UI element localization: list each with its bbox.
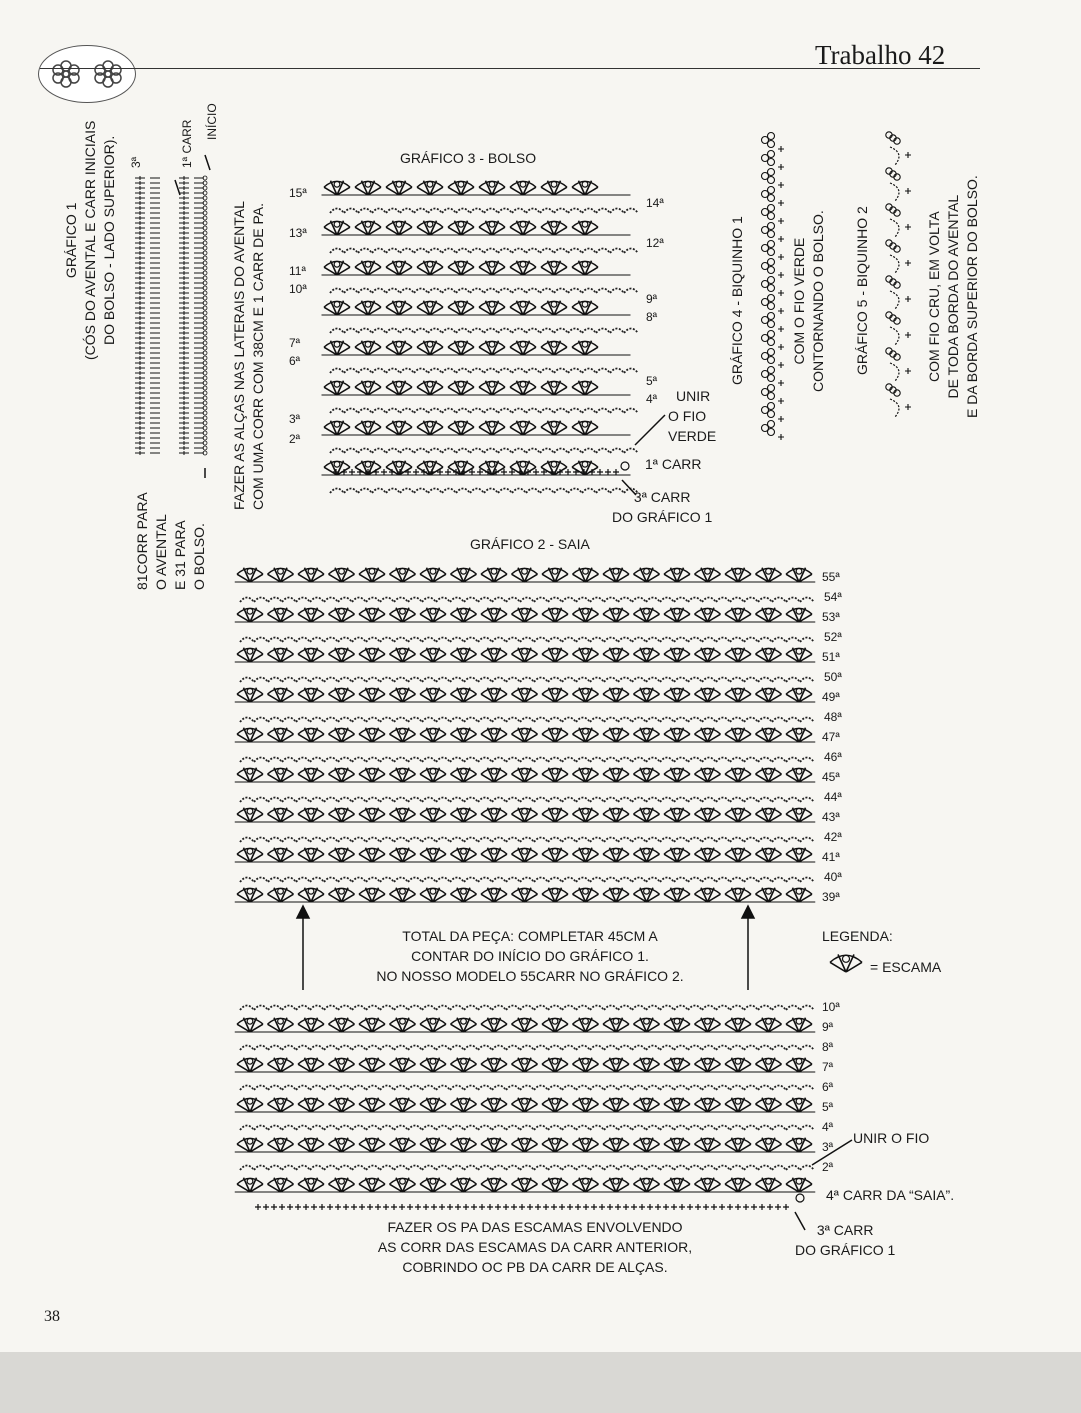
row-label: 3ª <box>289 412 301 426</box>
chart3-start-note: 3ª CARR DO GRÁFICO 1 <box>612 489 713 525</box>
chart2-lower-stitches <box>235 1006 816 1211</box>
chart2-start-note: 3ª CARR DO GRÁFICO 1 <box>795 1222 896 1258</box>
row-label: 55ª <box>822 570 840 584</box>
row-label: 7ª <box>822 1060 834 1074</box>
row-label: 50ª <box>824 670 842 684</box>
chart1-subtitle-2: DO BOLSO - LADO SUPERIOR). <box>101 135 117 345</box>
row-label: 43ª <box>822 810 840 824</box>
legend-title: LEGENDA: <box>822 928 893 944</box>
chart4-title: GRÁFICO 4 - BIQUINHO 1 <box>729 216 745 385</box>
page-number: 38 <box>44 1308 60 1325</box>
chart4-picot-edge <box>762 133 785 441</box>
row-label: 49ª <box>822 690 840 704</box>
row-label: 2ª <box>822 1160 834 1174</box>
row-label: 10ª <box>822 1000 840 1014</box>
row-label: 13ª <box>289 226 307 240</box>
chart1-stitches <box>135 176 207 455</box>
chart1-count-note: 81CORR PARA O AVENTAL E 31 PARA O BOLSO. <box>134 492 207 590</box>
chart2-bottom-note: FAZER OS PA DAS ESCAMAS ENVOLVENDO AS CORR DAS ESCAMAS DA CARR ANTERIOR, COBRINDO OC PB DA CARR DE ALÇAS. <box>377 1219 693 1275</box>
chart3-join-note: UNIR O FIO VERDE <box>668 388 717 444</box>
row-label: 40ª <box>824 870 842 884</box>
chart1-subtitle: (CÓS DO AVENTAL E CARR INICIAIS <box>82 120 98 360</box>
chart1-title-block <box>62 121 119 360</box>
row-label: 54ª <box>824 590 842 604</box>
chart3-pocket-stitches <box>322 181 639 493</box>
row-label: 41ª <box>822 850 840 864</box>
row-label: 53ª <box>822 610 840 624</box>
row-label: 7ª <box>289 336 301 350</box>
row-label: 14ª <box>646 196 664 210</box>
chart1-row-1: 1ª CARR <box>180 119 194 168</box>
legend-escama-symbol <box>830 954 862 972</box>
chart1-title: GRÁFICO 1 <box>63 202 79 279</box>
page-bottom-edge <box>0 1352 1081 1413</box>
row-label: 39ª <box>822 890 840 904</box>
row-label: 10ª <box>289 282 307 296</box>
row-label: 15ª <box>289 186 307 200</box>
row-label: 3ª <box>822 1140 834 1154</box>
chart2-start-row: 4ª CARR DA “SAIA”. <box>826 1187 955 1203</box>
page-title: Trabalho 42 <box>815 40 946 70</box>
row-label: 8ª <box>822 1040 834 1054</box>
chart5-picot-edge <box>886 132 911 417</box>
chart1-inicio: INÍCIO <box>205 103 219 140</box>
row-label: 46ª <box>824 750 842 764</box>
row-label: 44ª <box>824 790 842 804</box>
chart2-upper-stitches <box>235 568 816 902</box>
row-label: 12ª <box>646 236 664 250</box>
row-label: 48ª <box>824 710 842 724</box>
row-label: 5ª <box>822 1100 834 1114</box>
legend-escama-label: = ESCAMA <box>870 959 942 975</box>
chart1-row-3: 3ª <box>129 156 143 168</box>
row-label: 42ª <box>824 830 842 844</box>
chart2-join-note: UNIR O FIO <box>853 1130 930 1146</box>
row-label: 2ª <box>289 432 301 446</box>
row-label: 6ª <box>289 354 301 368</box>
row-label: 9ª <box>822 1020 834 1034</box>
row-label: 6ª <box>822 1080 834 1094</box>
row-label: 4ª <box>646 392 658 406</box>
row-label: 45ª <box>822 770 840 784</box>
chart2-title: GRÁFICO 2 - SAIA <box>470 536 590 552</box>
row-label: 4ª <box>822 1120 834 1134</box>
row-label: 11ª <box>289 264 306 278</box>
chart1-strap-note: FAZER AS ALÇAS NAS LATERAIS DO AVENTAL COM UMA CORR COM 38CM E 1 CARR DE PA. <box>231 201 266 510</box>
row-label: 47ª <box>822 730 840 744</box>
chart3-title: GRÁFICO 3 - BOLSO <box>400 150 537 166</box>
chart5-title: GRÁFICO 5 - BIQUINHO 2 <box>854 206 870 375</box>
chart5-notes: COM FIO CRU, EM VOLTA DE TODA BORDA DO AVENTAL E DA BORDA SUPERIOR DO BOLSO. <box>926 175 980 418</box>
row-label: 52ª <box>824 630 842 644</box>
row-label: 5ª <box>646 374 658 388</box>
chart4-notes: COM O FIO VERDE CONTORNANDO O BOLSO. <box>791 210 826 392</box>
row-label: 8ª <box>646 310 658 324</box>
row-label: 9ª <box>646 292 658 306</box>
chart2-total-note: TOTAL DA PEÇA: COMPLETAR 45CM A CONTAR DO INÍCIO DO GRÁFICO 1. NO NOSSO MODELO 55CARR NO GRÁFICO 2. <box>376 928 684 984</box>
row-label: 1ª CARR <box>645 456 702 472</box>
row-label: 51ª <box>822 650 840 664</box>
